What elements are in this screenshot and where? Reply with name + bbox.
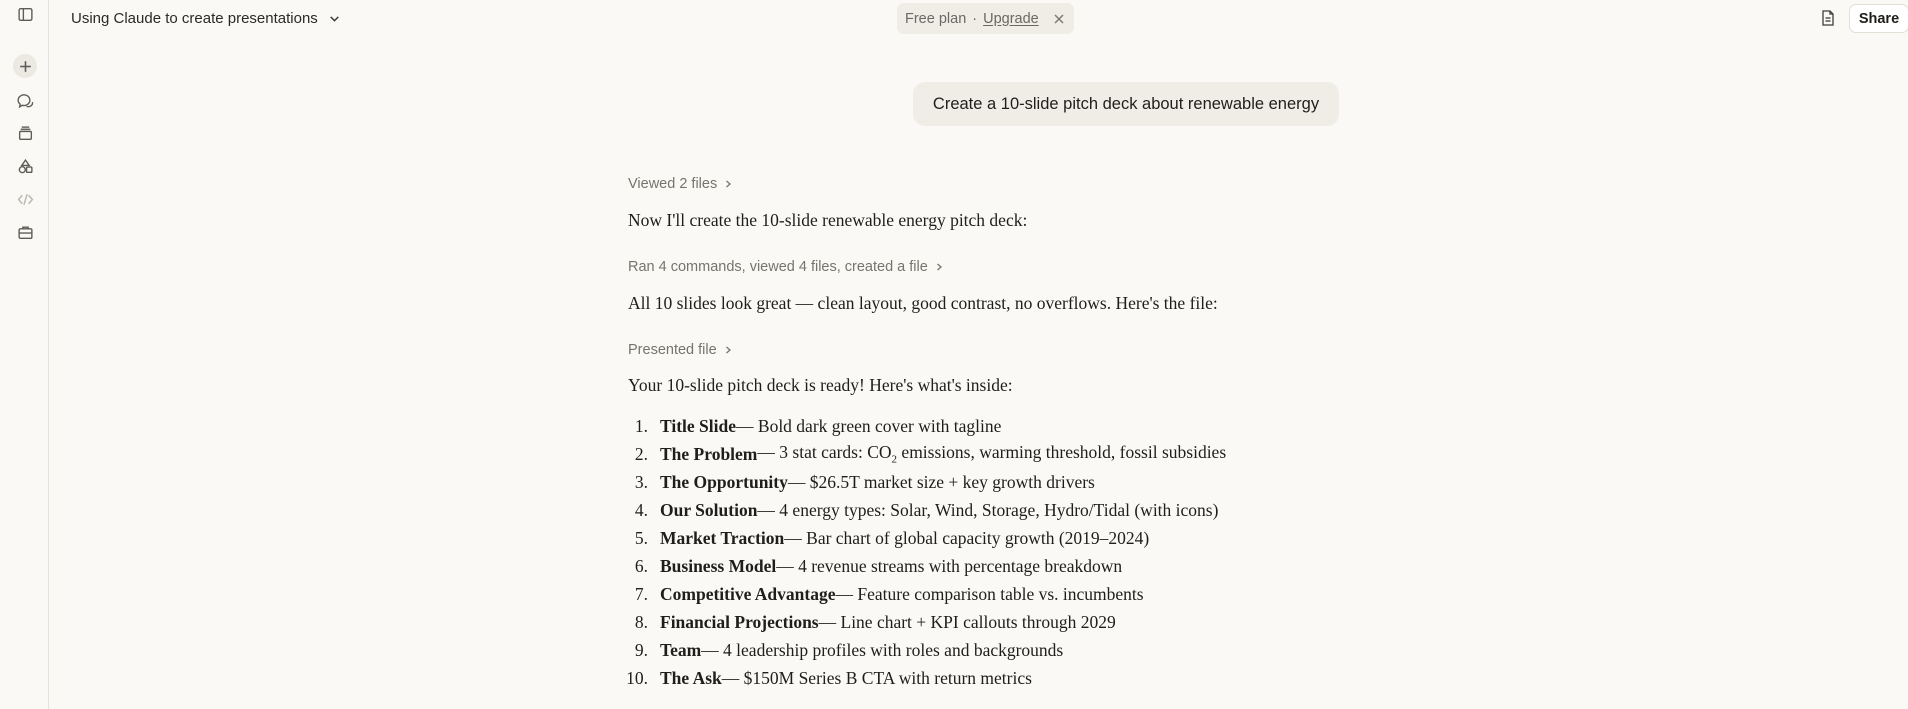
tool-summary-label: Viewed 2 files: [628, 176, 718, 192]
slide-name: Financial Projections: [660, 611, 819, 632]
chevron-down-icon: [328, 12, 341, 25]
slide-desc: — Bold dark green cover with tagline: [736, 415, 1002, 436]
list-item: [620, 468, 1226, 496]
list-number: 10.: [626, 667, 648, 688]
list-item: [620, 412, 1226, 440]
list-item: [620, 580, 1226, 608]
list-number: 4.: [634, 499, 648, 520]
chevron-right-icon: [723, 345, 733, 355]
slide-desc: — Line chart + KPI callouts through 2029: [818, 611, 1116, 632]
list-number: 2.: [634, 443, 648, 464]
list-number: 8.: [634, 611, 648, 632]
assistant-text: All 10 slides look great — clean layout, good contrast, no overflows. Here's the file:: [628, 293, 1218, 313]
chevron-right-icon: [723, 179, 733, 189]
list-number: 3.: [634, 471, 648, 492]
list-number: 5.: [634, 527, 648, 548]
list-item: [620, 524, 1226, 552]
plan-banner: [897, 3, 1074, 34]
list-number: 9.: [634, 639, 648, 660]
plan-separator: ·: [972, 10, 978, 27]
slide-list: [620, 412, 1226, 692]
slide-desc: — $150M Series B CTA with return metrics: [721, 667, 1032, 688]
user-message-text: Create a 10-slide pitch deck about renewable energy: [932, 94, 1320, 113]
tool-summary-commands[interactable]: [628, 259, 944, 275]
slide-name: Our Solution: [660, 499, 758, 520]
list-item: [620, 552, 1226, 580]
list-item: [620, 608, 1226, 636]
list-item: [620, 664, 1226, 692]
slide-desc-pre: — 3 stat cards: CO: [757, 442, 892, 463]
slide-desc: [757, 442, 1226, 466]
chat-title-dropdown[interactable]: [71, 7, 341, 29]
list-item: [620, 440, 1226, 468]
code-icon[interactable]: [13, 187, 37, 211]
chat-bubbles-icon[interactable]: [13, 88, 37, 112]
slide-desc: — Feature comparison table vs. incumbents: [835, 583, 1144, 604]
list-number: 7.: [634, 583, 648, 604]
list-item: [620, 636, 1226, 664]
slide-desc: — 4 energy types: Solar, Wind, Storage, Hydro/Tidal (with icons): [757, 499, 1219, 520]
slide-name: Competitive Advantage: [660, 583, 836, 604]
slide-desc: — 4 revenue streams with percentage breakdown: [776, 555, 1123, 576]
close-icon[interactable]: [1052, 12, 1066, 26]
assistant-text: Now I'll create the 10-slide renewable energy pitch deck:: [628, 210, 1028, 230]
share-button[interactable]: Share: [1849, 4, 1908, 33]
slide-desc: — Bar chart of global capacity growth (2019–2024): [784, 527, 1150, 548]
tool-summary-viewed-files[interactable]: [628, 176, 733, 192]
sidebar-toggle-icon[interactable]: [13, 2, 37, 26]
slide-name: The Problem: [660, 443, 758, 464]
slide-name: The Ask: [660, 667, 722, 688]
slide-name: The Opportunity: [660, 471, 788, 492]
list-number: 6.: [634, 555, 648, 576]
slide-desc: — 4 leadership profiles with roles and backgrounds: [701, 639, 1064, 660]
assistant-text: Your 10-slide pitch deck is ready! Here's what's inside:: [628, 375, 1013, 395]
tool-summary-presented-file[interactable]: [628, 342, 733, 358]
chevron-right-icon: [934, 262, 944, 272]
artifacts-icon[interactable]: [13, 154, 37, 178]
slide-desc: — $26.5T market size + key growth drivers: [787, 471, 1095, 492]
list-number: 1.: [634, 415, 648, 436]
upgrade-link[interactable]: Upgrade: [983, 10, 1039, 27]
user-message: [913, 82, 1339, 126]
slide-name: Market Traction: [660, 527, 785, 548]
slide-name: Title Slide: [660, 415, 737, 436]
chat-title: Using Claude to create presentations: [71, 9, 318, 27]
left-sidebar: [0, 0, 49, 709]
tool-summary-label: Presented file: [628, 342, 717, 358]
list-item: [620, 496, 1226, 524]
slide-desc-sub: 2: [891, 453, 898, 466]
plus-icon[interactable]: [13, 54, 37, 78]
tool-summary-label: Ran 4 commands, viewed 4 files, created a file: [628, 259, 928, 275]
projects-icon[interactable]: [13, 121, 37, 145]
slide-name: Team: [660, 639, 702, 660]
slide-name: Business Model: [660, 555, 777, 576]
document-icon[interactable]: [1819, 9, 1837, 27]
plan-label: Free plan: [905, 10, 967, 27]
briefcase-icon[interactable]: [13, 220, 37, 244]
slide-desc-post: emissions, warming threshold, fossil subsidies: [897, 442, 1227, 463]
